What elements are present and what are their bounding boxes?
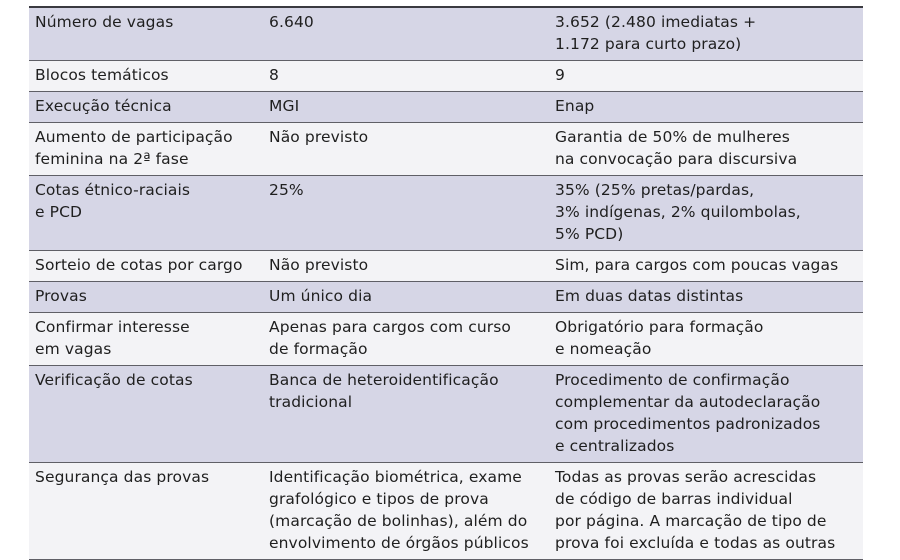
previous-value-cell bbox=[263, 123, 549, 176]
current-value-line: complementar da autodeclaração bbox=[555, 393, 821, 411]
previous-value-cell bbox=[263, 463, 549, 560]
current-value-cell bbox=[549, 61, 863, 92]
current-value-line: Enap bbox=[555, 97, 595, 115]
current-value-line: Em duas datas distintas bbox=[555, 287, 744, 305]
previous-value-cell bbox=[263, 92, 549, 123]
row-label-line: Sorteio de cotas por cargo bbox=[35, 256, 243, 274]
current-value-line: 1.172 para curto prazo) bbox=[555, 35, 742, 53]
row-label-cell bbox=[29, 251, 263, 282]
current-value-line: 3% indígenas, 2% quilombolas, bbox=[555, 203, 801, 221]
row-label-line: Verificação de cotas bbox=[35, 371, 193, 389]
previous-value-cell bbox=[263, 7, 549, 61]
current-value-line: 35% (25% pretas/pardas, bbox=[555, 181, 755, 199]
current-value-line: e centralizados bbox=[555, 437, 675, 455]
current-value-line: na convocação para discursiva bbox=[555, 150, 798, 168]
previous-value-line: tradicional bbox=[269, 393, 353, 411]
current-value-line: Garantia de 50% de mulheres bbox=[555, 128, 790, 146]
previous-value-line: 6.640 bbox=[269, 13, 314, 31]
current-value-cell bbox=[549, 282, 863, 313]
previous-value-cell bbox=[263, 61, 549, 92]
current-value-line: 3.652 (2.480 imediatas + bbox=[555, 13, 757, 31]
comparison-table-body bbox=[29, 7, 863, 560]
row-label-line: e PCD bbox=[35, 203, 83, 221]
row-label-line: Cotas étnico-raciais bbox=[35, 181, 191, 199]
current-value-line: por página. A marcação de tipo de bbox=[555, 512, 827, 530]
previous-value-line: 25% bbox=[269, 181, 304, 199]
previous-value-line: (marcação de bolinhas), além do bbox=[269, 512, 528, 530]
previous-value-cell bbox=[263, 282, 549, 313]
row-label-cell bbox=[29, 61, 263, 92]
current-value-line: prova foi excluída e todas as outras bbox=[555, 534, 836, 552]
row-label-line: Aumento de participação bbox=[35, 128, 233, 146]
previous-value-line: grafológico e tipos de prova bbox=[269, 490, 489, 508]
row-label-line: Blocos temáticos bbox=[35, 66, 169, 84]
row-label-cell bbox=[29, 463, 263, 560]
table-row bbox=[29, 463, 863, 560]
previous-value-cell bbox=[263, 366, 549, 463]
row-label-cell bbox=[29, 7, 263, 61]
current-value-cell bbox=[549, 251, 863, 282]
current-value-cell bbox=[549, 463, 863, 560]
previous-value-line: Um único dia bbox=[269, 287, 373, 305]
previous-value-line: Apenas para cargos com curso bbox=[269, 318, 511, 336]
current-value-line: Todas as provas serão acrescidas bbox=[555, 468, 817, 486]
current-value-cell bbox=[549, 92, 863, 123]
row-label-line: em vagas bbox=[35, 340, 112, 358]
row-label-line: Execução técnica bbox=[35, 97, 172, 115]
row-label-line: Confirmar interesse bbox=[35, 318, 190, 336]
previous-value-line: envolvimento de órgãos públicos bbox=[269, 534, 529, 552]
table-row bbox=[29, 282, 863, 313]
previous-value-line: Identificação biométrica, exame bbox=[269, 468, 522, 486]
current-value-line: Procedimento de confirmação bbox=[555, 371, 790, 389]
table-row bbox=[29, 92, 863, 123]
table-row bbox=[29, 123, 863, 176]
current-value-cell bbox=[549, 313, 863, 366]
previous-value-line: Banca de heteroidentificação bbox=[269, 371, 499, 389]
current-value-cell bbox=[549, 7, 863, 61]
row-label-line: Segurança das provas bbox=[35, 468, 210, 486]
table-row bbox=[29, 7, 863, 61]
previous-value-cell bbox=[263, 176, 549, 251]
previous-value-line: de formação bbox=[269, 340, 368, 358]
previous-value-cell bbox=[263, 251, 549, 282]
row-label-cell bbox=[29, 313, 263, 366]
current-value-cell bbox=[549, 366, 863, 463]
previous-value-line: Não previsto bbox=[269, 256, 369, 274]
current-value-line: Obrigatório para formação bbox=[555, 318, 764, 336]
row-label-cell bbox=[29, 366, 263, 463]
comparison-table bbox=[29, 6, 863, 560]
table-row bbox=[29, 176, 863, 251]
current-value-line: 5% PCD) bbox=[555, 225, 624, 243]
previous-value-line: MGI bbox=[269, 97, 300, 115]
current-value-line: 9 bbox=[555, 66, 565, 84]
current-value-line: e nomeação bbox=[555, 340, 652, 358]
row-label-cell bbox=[29, 176, 263, 251]
row-label-cell bbox=[29, 282, 263, 313]
current-value-cell bbox=[549, 176, 863, 251]
current-value-cell bbox=[549, 123, 863, 176]
previous-value-line: Não previsto bbox=[269, 128, 369, 146]
previous-value-cell bbox=[263, 313, 549, 366]
current-value-line: de código de barras individual bbox=[555, 490, 793, 508]
current-value-line: com procedimentos padronizados bbox=[555, 415, 821, 433]
table-row bbox=[29, 366, 863, 463]
table-row bbox=[29, 251, 863, 282]
table-row bbox=[29, 61, 863, 92]
table-row bbox=[29, 313, 863, 366]
row-label-line: Provas bbox=[35, 287, 87, 305]
current-value-line: Sim, para cargos com poucas vagas bbox=[555, 256, 839, 274]
row-label-line: feminina na 2ª fase bbox=[35, 150, 189, 168]
row-label-cell bbox=[29, 92, 263, 123]
previous-value-line: 8 bbox=[269, 66, 279, 84]
row-label-cell bbox=[29, 123, 263, 176]
row-label-line: Número de vagas bbox=[35, 13, 174, 31]
